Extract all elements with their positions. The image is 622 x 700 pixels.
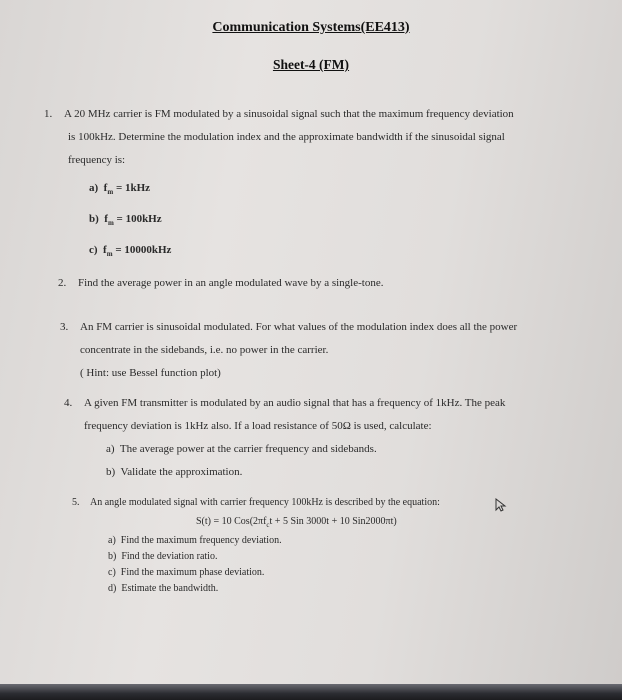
course-title: Communication Systems(EE413): [212, 20, 410, 35]
question-text-line: An angle modulated signal with carrier frequency 100kHz is described by the equation:: [90, 497, 440, 508]
question-text-line: frequency deviation is 1kHz also. If a load resistance of 50Ω is used, calculate:: [84, 420, 432, 432]
question-text-line: Find the average power in an angle modulated wave by a single-tone.: [78, 277, 384, 289]
question-number: 3.: [60, 321, 69, 333]
question-text-line: is 100kHz. Determine the modulation index and the approximate bandwidth if the sinusoidal signal: [68, 131, 505, 143]
question-text-line: concentrate in the sidebands, i.e. no power in the carrier.: [80, 344, 329, 356]
list-item: c) $f_m = 10000kHz$: [89, 244, 172, 259]
list-item: b) Find the deviation ratio.: [108, 551, 218, 562]
question-number: 4.: [64, 397, 73, 409]
list-item: c) Find the maximum phase deviation.: [108, 567, 265, 578]
screen-bezel: [0, 684, 622, 700]
question-text-line: ( Hint: use Bessel function plot): [80, 367, 221, 379]
list-item: b) Validate the approximation.: [106, 466, 243, 478]
question-text-line: A 20 MHz carrier is FM modulated by a sinusoidal signal such that the maximum frequency deviation: [64, 108, 514, 120]
sheet-title: Sheet-4 (FM): [272, 57, 350, 72]
question-number: 5.: [72, 497, 80, 508]
list-item: a) $f_m = 1kHz$: [89, 182, 151, 197]
equation: S(t) = 10 $Cos(2\pi f_ct + 5$ Sin 3000t + 10 Sin2000πt): [196, 516, 397, 529]
question-text-line: frequency is:: [68, 154, 126, 166]
question-text-line: An FM carrier is sinusoidal modulated. For what values of the modulation index does all the power: [80, 321, 518, 333]
list-item: b) $f_m = 100kHz$: [89, 213, 162, 228]
question-text-line: A given FM transmitter is modulated by an audio signal that has a frequency of 1kHz. The peak: [84, 397, 506, 409]
list-item: a) Find the maximum frequency deviation.: [108, 535, 282, 546]
list-item: a) The average power at the carrier frequency and sidebands.: [106, 443, 377, 455]
list-item: d) Estimate the bandwidth.: [108, 583, 219, 594]
mouse-cursor-icon: [494, 498, 508, 512]
question-number: 2.: [58, 277, 67, 289]
question-number: 1.: [44, 108, 53, 120]
